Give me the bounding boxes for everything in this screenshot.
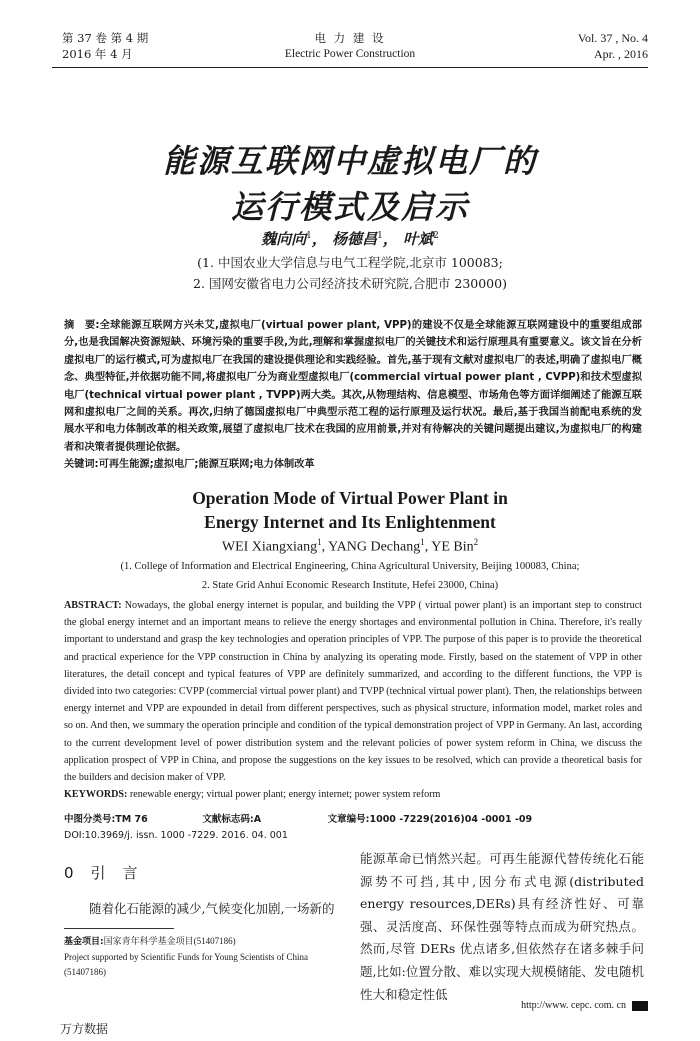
classification-line [64,812,532,827]
affiliation-cn-2: 2. 国网安徽省电力公司经济技术研究院,合肥市 230000) [193,276,507,291]
author-cn: 魏向向 [261,230,307,248]
authors-cn: 魏向向$^1$， 杨德昌$^1$， 叶斌$^2$ [261,230,439,248]
paper-title-en [0,486,700,534]
date-cn: 2016 年 4 月 [62,47,133,61]
footnote-divider [64,928,174,929]
author-affiliation-mark: 1 [317,537,322,547]
author-cn: 叶斌 [403,230,434,248]
article-number: 文章编号:1000 -7229(2016)04 -0001 -09 [327,814,533,825]
keywords-cn-label: 关键词: [64,459,99,471]
keywords-en-text: renewable energy; virtual power plant; energy internet; power system reform [127,789,441,801]
title-cn-line1: 能源互联网中虚拟电厂的 [162,142,537,180]
author-affiliation-mark: 1 [420,537,425,547]
journal-url-text: http://www. cepc. com. cn [521,1000,626,1011]
abstract-cn-label: 摘 要: [64,320,100,331]
abstract-en-text: Nowadays, the global energy internet is popular, and building the VPP ( virtual power plant) is an important step to construct the global energy internet and an important means to relieve the energy shortages and environmental pollution in China. Therefore, it's really important to understand and grasp the key technologies and operation principles of VPP. The purpose of this paper is to provide the theoretical and practical experience for the VPP construction in China by analyzing its operating mode. Firstly, based on the statement of VPP in other literatures, the detail concept and typical features of VPP are definitely summarized, and according to the different functions, the VPP is divided into two categories: CVPP (commercial virtual power plant) and TVPP (technical virtual power plant). Then, the relationships between energy internet and VPP are expounded in detail from different perspectives, such as physical structure, information model, market roles and so on. And then, we summary the operation principle and condition of the typical demonstration project of VPP in Germany. An last, according to the current development level of power distribution system and the relevant policies of power system reform in China, we discuss the application prospect of VPP in China, and propose the suggestions on the key issues to be resolved, which can provide a theoretical basis for the builders and decision maker of VPP. [64,600,642,784]
funding-note [64,934,342,980]
author-affiliation-mark: 2 [473,537,479,547]
date-en: Apr. , 2016 [594,47,648,61]
author-en: YANG Dechang [328,539,421,555]
author-affiliation-mark: 1 [377,231,383,241]
keywords-en-label: KEYWORDS: [64,789,128,801]
abstract-cn [64,317,642,474]
funding-label: 基金项目: [64,937,104,947]
author-cn: 杨德昌 [332,230,378,248]
doi: DOI:10.3969/j. issn. 1000 -7229. 2016. 04. 001 [64,830,288,841]
paper-title-cn [0,138,700,230]
header-divider [52,67,648,68]
volume-issue-en: Vol. 37 , No. 4 [577,31,648,45]
affiliation-cn-1: (1. 中国农业大学信息与电气工程学院,北京市 100083; [197,255,503,270]
section-heading: 0 引 言 [64,864,139,882]
abstract-cn-text: 全球能源互联网方兴未艾,虚拟电厂(virtual power plant, VPP)的建设不仅是全球能源互联网建设中的重要组成部分,也是我国解决资源短缺、环境污染的重要手段,为此,理解和掌握虚拟电厂的关键技术和运行原理具有重要意义。该文旨在分析虚拟电厂的运行模式,可为虚拟电厂在我国的建设提供理论和实践经验。首先,基于现有文献对虚拟电厂的表述,明确了虚拟电厂概念、典型特征,并依据功能不同,将虚拟电厂分为商业型虚拟电厂(commercial virtual power plant , CVPP)和技术型虚拟电厂(technical virtual power plant , TVPP)两大类。其次,从物理结构、信息模型、市场角色等方面详细阐述了能源互联网和虚拟电厂之间的关系。再次,归纳了德国虚拟电厂中典型示范工程的运行原理及运行状况。最后,基于我国当前配电系统的发展水平和电力体制改革的相关政策,展望了虚拟电厂技术在我国的应用前景,并对有待解决的关键问题提出建议,为虚拟电厂的构建者和决策者提供理论依据。 [64,320,642,453]
volume-issue-cn: 第 37 卷 第 4 期 [62,31,149,45]
funding-cn: 国家青年科学基金项目(51407186) [103,936,236,946]
author-en: YE Bin [431,539,474,555]
journal-url [521,1000,648,1011]
title-cn-line2: 运行模式及启示 [230,188,469,226]
journal-name-en: Electric Power Construction [284,48,416,60]
affiliation-en-1: (1. College of Information and Electrical Engineering, China Agricultural University, Beijing 100083, China; [120,561,580,572]
affiliations-en [0,557,700,595]
document-code: 文献标志码:A [202,814,262,825]
intro-paragraph-continued: 能源革命已悄然兴起。可再生能源代替传统化石能源势不可挡,其中,因分布式电源(distributed energy resources,DERs)具有经济性好、可靠强、灵活度高、环保性强等特点而成为研究热点。然而,尽管 DERs 优点诸多,但依然存在诸多棘手问题,比如:位置分散、难以实现大规模储能、发电随机性大和稳定性低 [360,851,644,1002]
abstract-en-label: ABSTRACT: [64,600,122,611]
affiliation-en-2: 2. State Grid Anhui Economic Research Institute, Hefei 23000, China) [201,580,499,591]
author-affiliation-mark: 2 [433,231,439,241]
keywords-cn-text: 可再生能源;虚拟电厂;能源互联网;电力体制改革 [98,459,315,471]
intro-paragraph-start: 随着化石能源的减少,气候变化加剧,一场新的 [89,901,335,916]
authors-en: WEI Xiangxiang$^1$, YANG Dechang$^1$, YE Bin$^2$ [221,537,479,555]
footer-watermark: 万方数据 [60,1022,109,1036]
title-en-line2: Energy Internet and Its Enlightenment [204,512,496,532]
author-affiliation-mark: 1 [306,231,312,241]
journal-name-cn: 电 力 建 设 [314,31,386,45]
title-en-line1: Operation Mode of Virtual Power Plant in [192,488,508,508]
author-en: WEI Xiangxiang [221,539,318,555]
clc-number: 中图分类号:TM 76 [64,814,148,825]
affiliations-cn [0,252,700,294]
funding-en: Project supported by Scientific Funds for Young Scientists of China (51407186) [64,952,308,977]
journal-issue-en [578,30,648,62]
abstract-en [64,597,642,803]
page-marker [632,1001,648,1011]
